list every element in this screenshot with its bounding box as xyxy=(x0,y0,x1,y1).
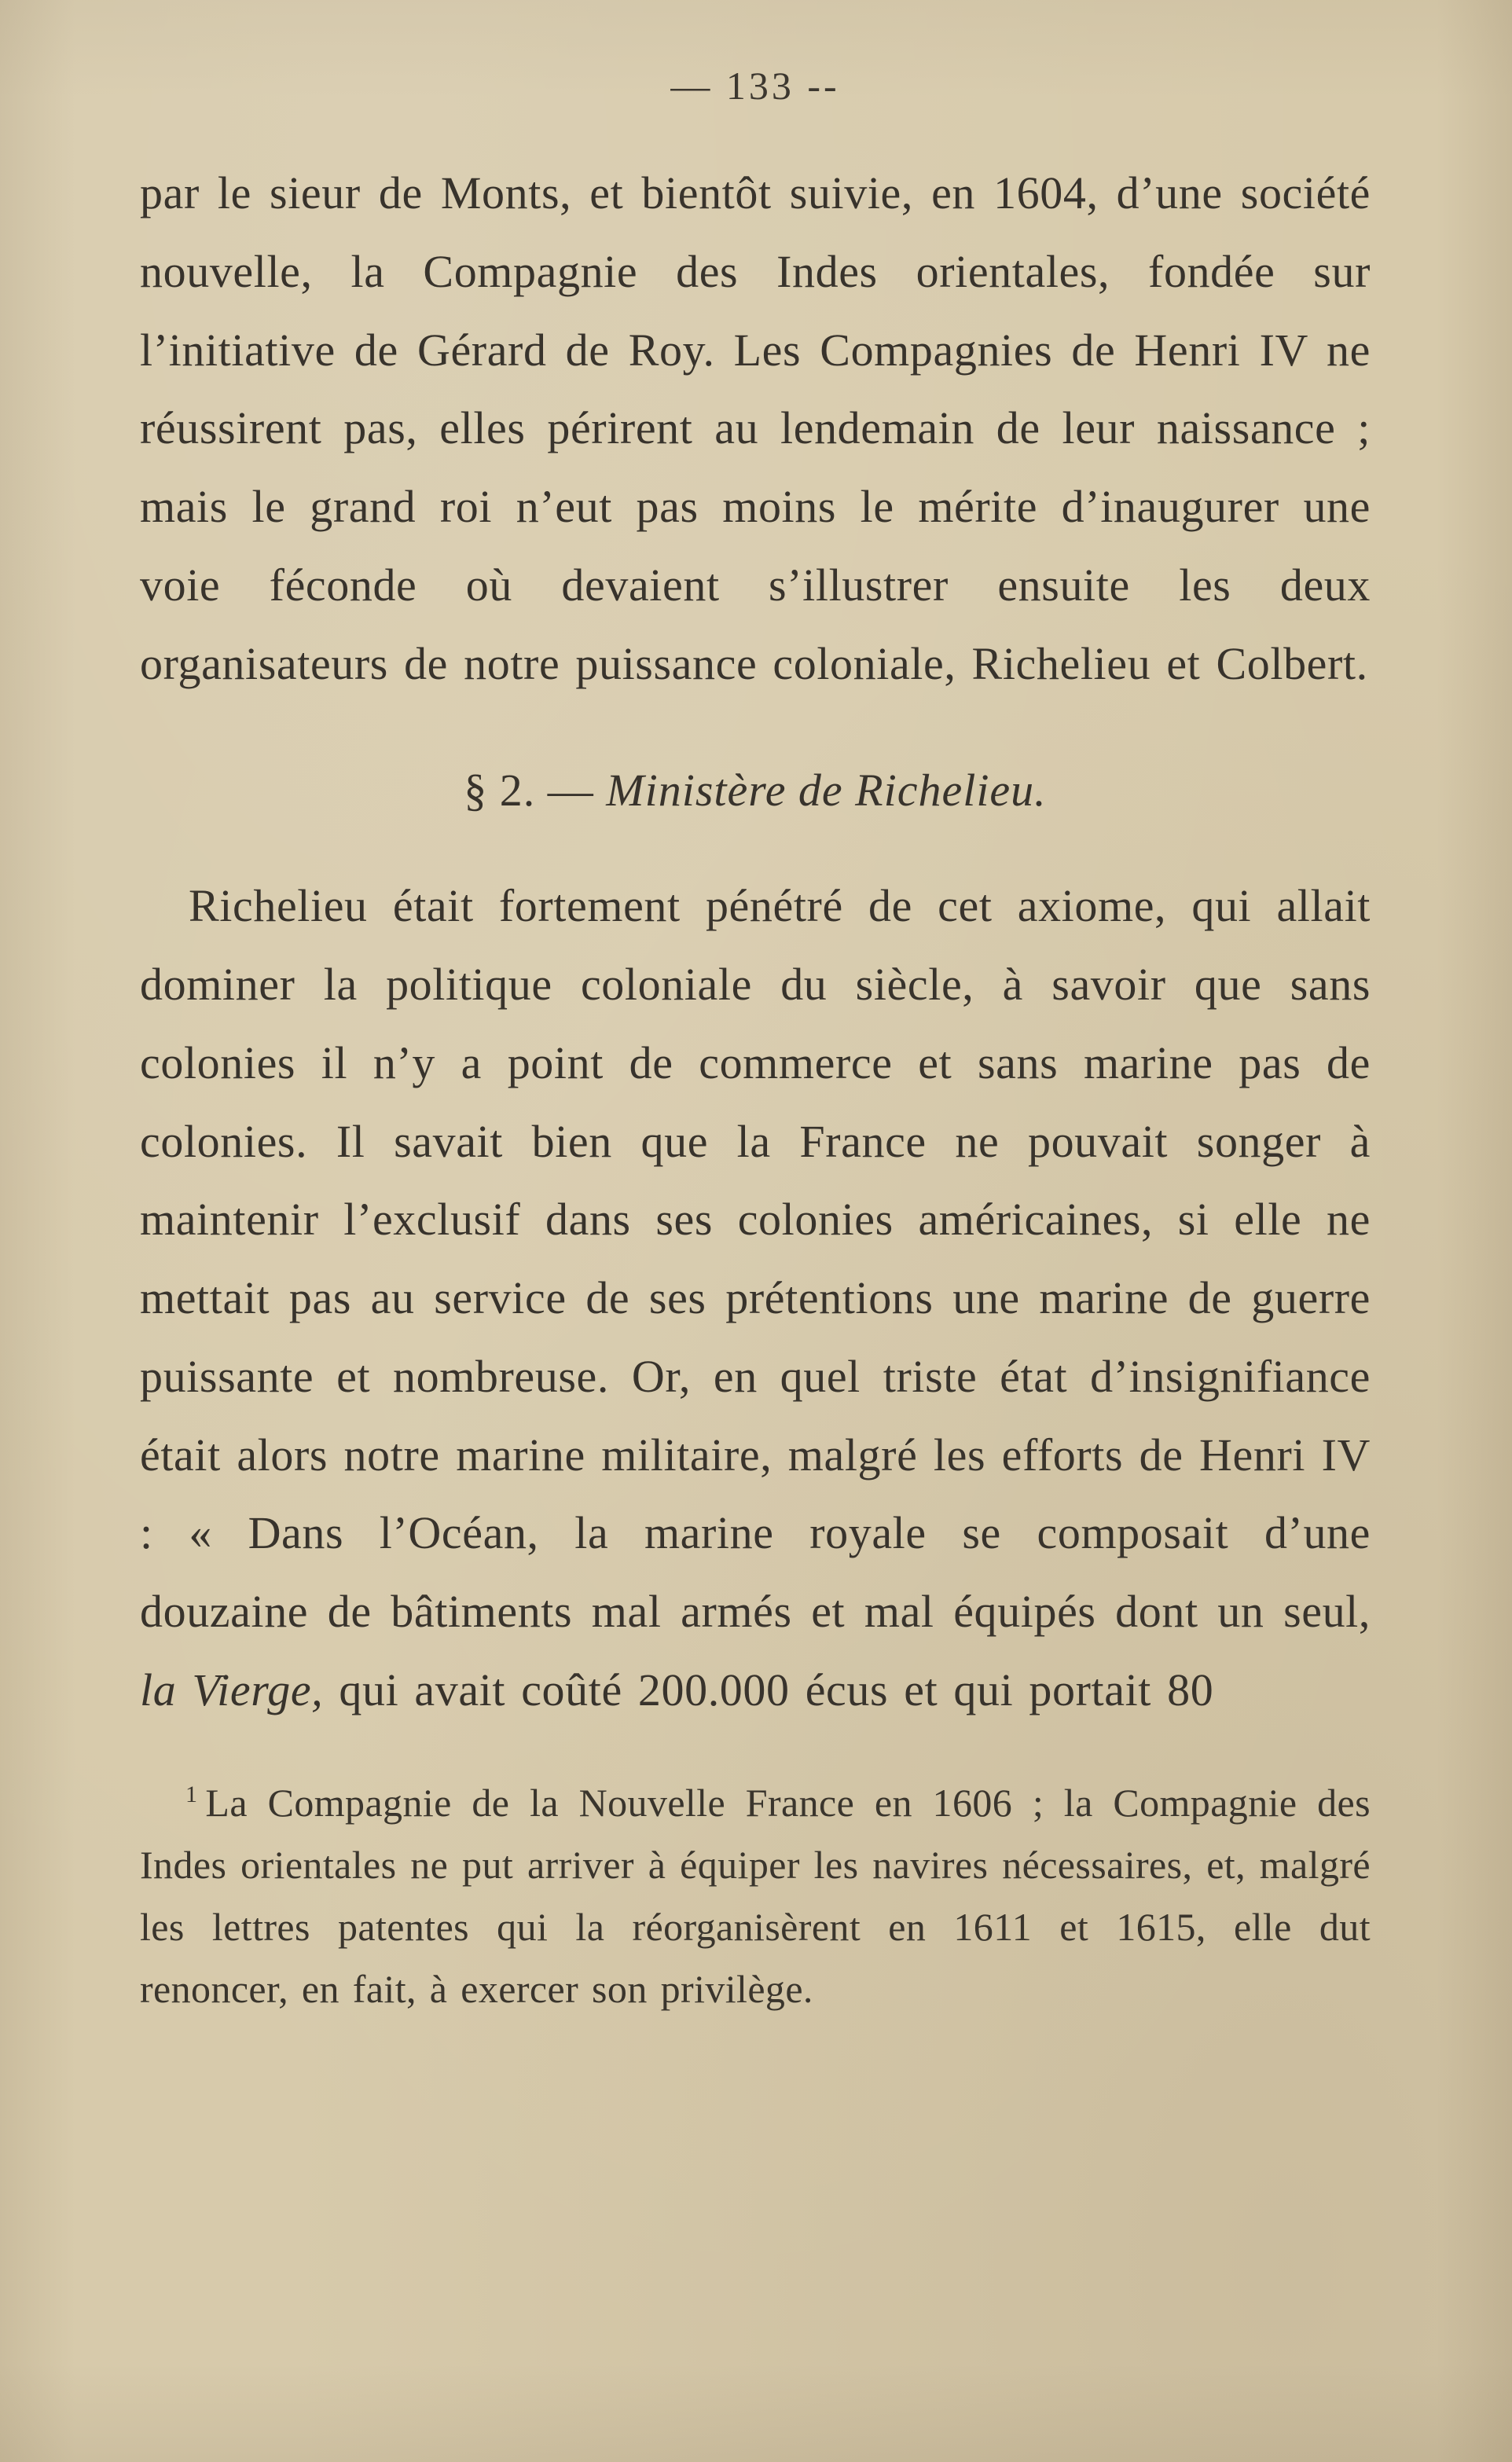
footnote-marker: 1 xyxy=(185,1781,198,1807)
ship-name-italic: la Vierge, xyxy=(140,1664,324,1715)
section-title: Ministère de Richelieu. xyxy=(606,765,1047,816)
paragraph-2-text-end: qui avait coûté 200.000 écus et qui portait 80 xyxy=(323,1664,1214,1715)
footnote xyxy=(140,1772,1371,2020)
section-heading xyxy=(140,764,1371,816)
section-number: § 2. — xyxy=(464,765,607,816)
paragraph-1: par le sieur de Monts, et bientôt suivie, en 1604, d’une société nouvelle, la Compagnie des Indes orientales, fondée sur l’initiative de Gérard de Roy. Les Compagnies de Henri IV ne réussirent pas, elles périrent au lendemain de leur naissance ; mais le grand roi n’eut pas moins le mérite d’inaugurer une voie féconde où devaient s’illustrer ensuite les deux organisateurs de notre puissance coloniale, Richelieu et Colbert. xyxy=(140,167,1371,689)
paragraph-2 xyxy=(140,867,1371,1729)
page-number: — 133 -- xyxy=(670,64,840,108)
paragraph-2-text-start: Richelieu était fortement pénétré de cet axiome, qui allait dominer la politique coloniale du siècle, à savoir que sans colonies il n’y a point de commerce et sans marine pas de colonies. Il savait bien que la France ne pouvait songer à maintenir l’exclusif dans ses colonies américaines, si elle ne mettait pas au service de ses prétentions une marine de guerre puissante et nombreuse. Or, en quel triste état d’insignifiance était alors notre marine militaire, malgré les efforts de Henri IV : « Dans l’Océan, la marine royale se composait d’une douzaine de bâtiments mal armés et mal équipés dont un seul, xyxy=(140,880,1371,1637)
footnote-text: La Compagnie de la Nouvelle France en 1606 ; la Compagnie des Indes orientales ne put arriver à équiper les navires nécessaires, et, malgré les lettres patentes qui la réorganisèrent en 1611 et 1615, elle dut renoncer, en fait, à exercer son privilège. xyxy=(140,1780,1371,2011)
